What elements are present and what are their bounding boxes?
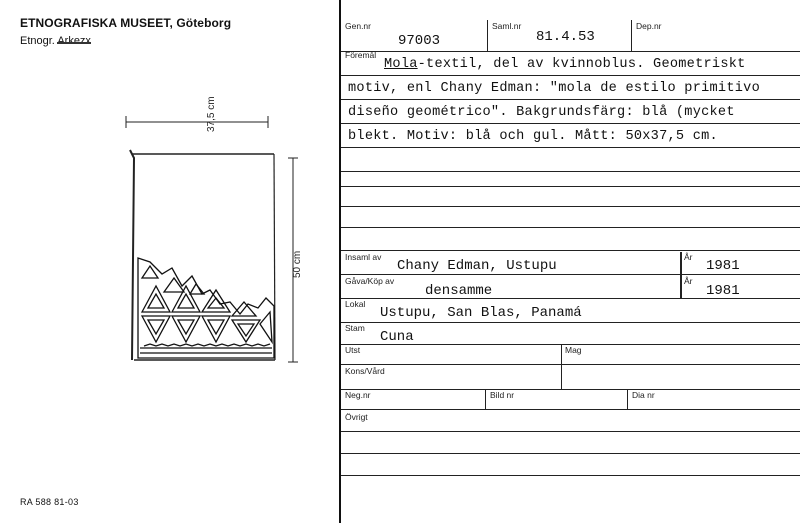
gava-ar-value: 1981 (706, 283, 740, 299)
rule-5 (341, 171, 800, 172)
lokal-value: Ustupu, San Blas, Panamá (380, 305, 582, 321)
mag-label: Mag (565, 345, 582, 355)
rule-11 (341, 475, 800, 476)
utst-label: Utst (345, 345, 361, 355)
sep-mag (561, 344, 562, 389)
card-divider (339, 0, 341, 523)
gava-value: densamme (425, 283, 493, 299)
sep-ar (680, 252, 682, 298)
foremal-line-3: diseño geométrico". Bakgrundsfärg: blå (mycket (348, 105, 735, 120)
rule-4 (341, 147, 800, 148)
foremal-line-1-rest: -textil, del av kvinnoblus. Geometriskt (417, 57, 746, 72)
lokal-label: Lokal (345, 299, 366, 309)
sep-saml (487, 20, 488, 51)
foremal-line-1 (348, 57, 746, 72)
bildnr-label: Bild nr (490, 390, 515, 400)
rule-3 (341, 123, 800, 124)
garment-outline (130, 150, 275, 360)
rule-9 (341, 431, 800, 432)
rule-7 (341, 206, 800, 207)
negnr-label: Neg.nr (345, 390, 371, 400)
stam-label: Stam (345, 323, 365, 333)
department-struck-text: Arkezx (57, 35, 91, 47)
foremal-line-2: motiv, enl Chany Edman: "mola de estilo primitivo (348, 81, 760, 96)
gennr-value: 97003 (398, 33, 441, 49)
rule-kons (341, 364, 800, 365)
width-dimension (126, 116, 268, 128)
samlnr-value: 81.4.53 (536, 29, 595, 45)
foremal-line-4: blekt. Motiv: blå och gul. Mått: 50x37,5 cm. (348, 129, 718, 144)
insaml-ar-label: År (684, 252, 693, 262)
rule-gava (341, 274, 800, 275)
form-code: RA 588 81-03 (20, 497, 79, 507)
sep-bild (485, 389, 486, 409)
sep-dep (631, 20, 632, 51)
samlnr-label: Saml.nr (492, 21, 522, 31)
stam-value: Cuna (380, 329, 414, 345)
museum-name: ETNOGRAFISKA MUSEET, Göteborg (20, 16, 232, 30)
insaml-ar-value: 1981 (706, 258, 740, 274)
konsvard-label: Kons/Vård (345, 366, 385, 376)
width-label: 37,5 cm (206, 96, 217, 132)
department-line (20, 35, 91, 47)
rule-2 (341, 99, 800, 100)
rule-6 (341, 186, 800, 187)
rule-neg (341, 389, 800, 390)
sep-dia (627, 389, 628, 409)
ovrigt-label: Övrigt (345, 412, 368, 422)
rule-ovrigt (341, 409, 800, 410)
department-prefix: Etnogr. (20, 35, 55, 47)
rule-10 (341, 453, 800, 454)
rule-stam (341, 322, 800, 323)
mola-sketch (110, 80, 340, 380)
foremal-mola: Mola (384, 57, 418, 72)
gava-label: Gåva/Köp av (345, 276, 395, 286)
foremal-label: Föremål (345, 50, 377, 60)
rule-8 (341, 227, 800, 228)
gava-ar-label: År (684, 276, 693, 286)
insaml-label: Insaml av (345, 252, 382, 262)
geometric-pattern (138, 258, 274, 358)
height-label: 50 cm (292, 250, 303, 278)
rule-1 (341, 75, 800, 76)
depnr-label: Dep.nr (636, 21, 662, 31)
rule-gennr (341, 51, 800, 52)
gennr-label: Gen.nr (345, 21, 371, 31)
dianr-label: Dia nr (632, 390, 655, 400)
rule-insaml (341, 250, 800, 251)
insaml-value: Chany Edman, Ustupu (397, 258, 557, 274)
